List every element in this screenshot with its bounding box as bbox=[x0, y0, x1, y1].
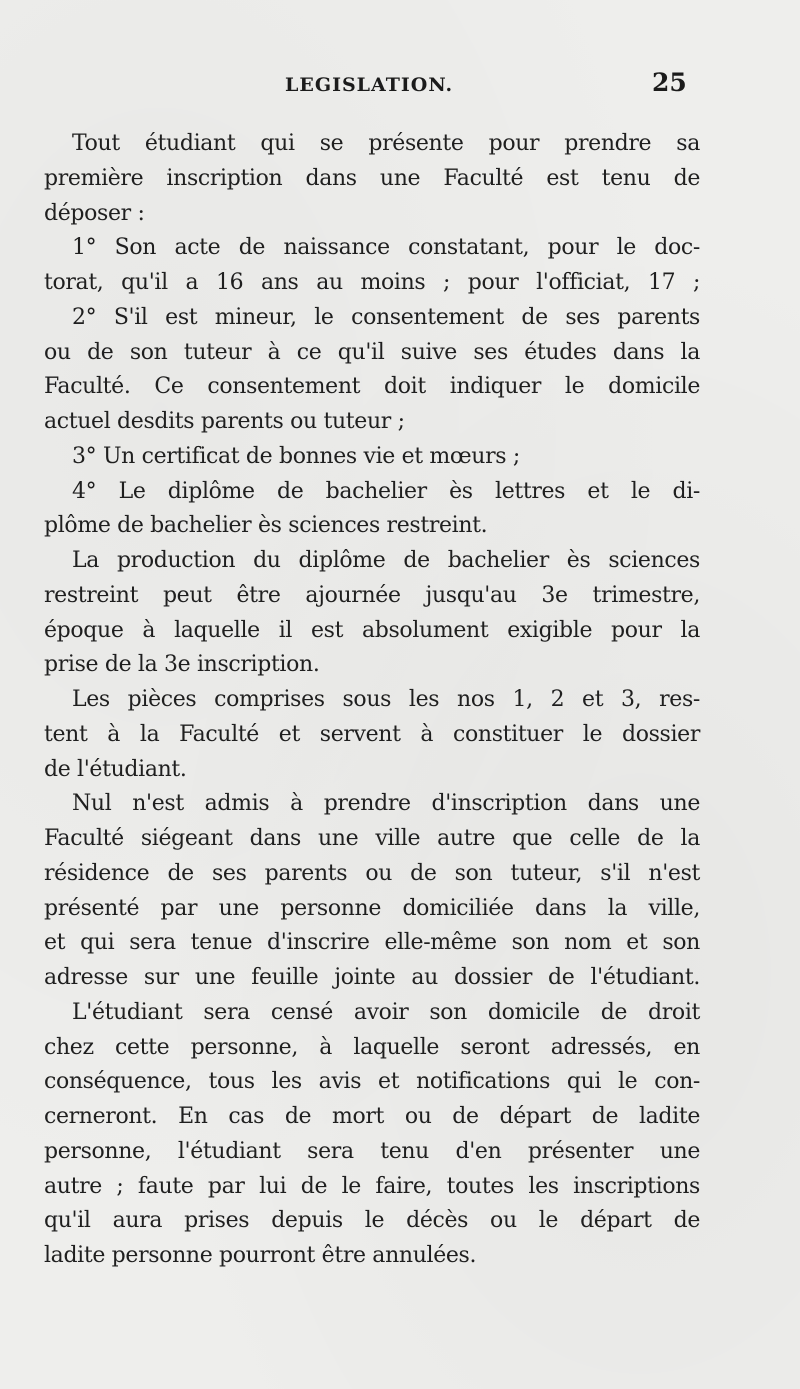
text-line: déposer : bbox=[44, 200, 145, 226]
text-line: de l'étudiant. bbox=[44, 756, 187, 782]
text-line: Nul n'est admis à prendre d'inscription dans une bbox=[72, 791, 700, 817]
text-line: résidence de ses parents ou de son tuteur, s'il n'est bbox=[44, 860, 700, 886]
text-line: qu'il aura prises depuis le décès ou le départ de bbox=[44, 1208, 700, 1234]
text-line: Les pièces comprises sous les nos 1, 2 et 3, res- bbox=[72, 687, 700, 712]
text-line: torat, qu'il a 16 ans au moins ; pour l'officiat, 17 ; bbox=[44, 270, 700, 295]
text-line: 3° Un certificat de bonnes vie et mœurs ; bbox=[72, 443, 520, 469]
text-line: conséquence, tous les avis et notifications qui le con- bbox=[44, 1069, 700, 1095]
text-line: 4° Le diplôme de bachelier ès lettres et le di- bbox=[72, 478, 700, 504]
text-line: La production du diplôme de bachelier ès sciences bbox=[72, 548, 700, 573]
page-header bbox=[0, 66, 800, 106]
text-line: tent à la Faculté et servent à constituer le dossier bbox=[44, 721, 700, 747]
text-line: et qui sera tenue d'inscrire elle-même son nom et son bbox=[44, 930, 700, 956]
text-line: prise de la 3e inscription. bbox=[44, 652, 320, 678]
text-line: première inscription dans une Faculté est tenu de bbox=[44, 165, 700, 191]
text-line: Tout étudiant qui se présente pour prendre sa bbox=[72, 131, 700, 156]
running-head: LEGISLATION. bbox=[285, 74, 454, 96]
text-line: 2° S'il est mineur, le consentement de ses parents bbox=[72, 304, 700, 330]
text-line: L'étudiant sera censé avoir son domicile de droit bbox=[72, 999, 700, 1025]
text-line: présenté par une personne domiciliée dans la ville, bbox=[44, 895, 700, 921]
text-line: restreint peut être ajournée jusqu'au 3e trimestre, bbox=[44, 582, 700, 608]
text-line: Faculté siégeant dans une ville autre que celle de la bbox=[44, 826, 700, 851]
body-text bbox=[44, 127, 700, 1274]
text-line: personne, l'étudiant sera tenu d'en présenter une bbox=[44, 1138, 700, 1164]
text-line: époque à laquelle il est absolument exigible pour la bbox=[44, 617, 700, 643]
text-line: Faculté. Ce consentement doit indiquer le domicile bbox=[44, 374, 700, 400]
text-line: ou de son tuteur à ce qu'il suive ses études dans la bbox=[44, 339, 700, 365]
text-line: 1° Son acte de naissance constatant, pour le doc- bbox=[72, 235, 700, 261]
text-line: chez cette personne, à laquelle seront adressés, en bbox=[44, 1034, 700, 1060]
text-line: actuel desdits parents ou tuteur ; bbox=[44, 409, 405, 434]
text-line: cerneront. En cas de mort ou de départ de ladite bbox=[44, 1104, 700, 1129]
text-line: adresse sur une feuille jointe au dossier de l'étudiant. bbox=[44, 965, 700, 990]
text-line: plôme de bachelier ès sciences restreint. bbox=[44, 513, 488, 539]
text-line: autre ; faute par lui de le faire, toutes les inscriptions bbox=[44, 1173, 700, 1199]
text-line: ladite personne pourront être annulées. bbox=[44, 1243, 477, 1268]
page-number: 25 bbox=[652, 68, 687, 97]
